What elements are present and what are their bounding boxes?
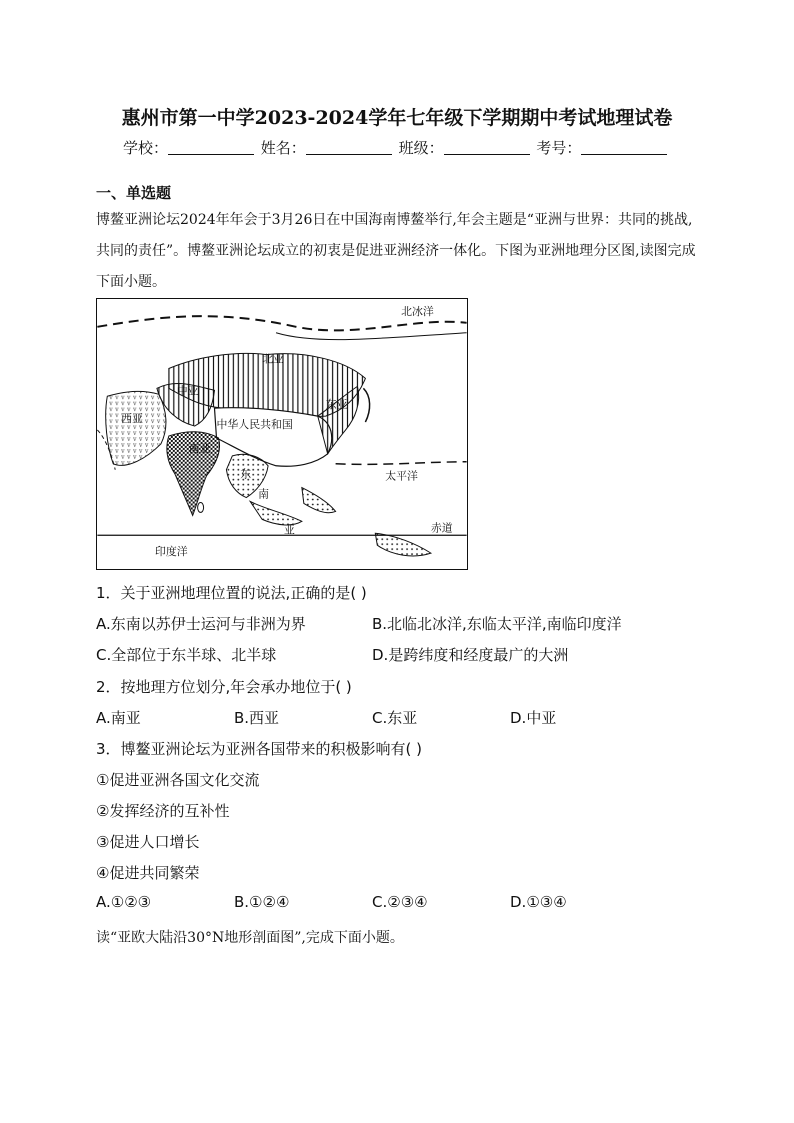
q3-option-c[interactable]: C.②③④: [372, 893, 428, 911]
q2-option-b[interactable]: B.西亚: [234, 709, 280, 727]
q1-option-a[interactable]: A.东南以苏伊士运河与非洲为界: [96, 615, 306, 633]
name-label: 姓名：: [260, 139, 306, 157]
q2-option-c[interactable]: C.东亚: [372, 709, 418, 727]
q2-option-d[interactable]: D.中亚: [510, 709, 557, 727]
class-label: 班级：: [398, 139, 444, 157]
next-section-instruction: 读“亚欧大陆沿30°N地形剖面图”,完成下面小题。: [96, 930, 404, 946]
class-blank[interactable]: [444, 140, 530, 155]
label-south-asia: 南亚: [188, 441, 211, 455]
new-guinea: [375, 533, 431, 556]
pacific-boundary: [336, 462, 467, 465]
southeast-asia-islands: [250, 502, 302, 525]
label-china: 中华人民共和国: [216, 418, 293, 432]
label-north-asia: 北亚: [262, 352, 284, 366]
q2-option-a[interactable]: A.南亚: [96, 709, 141, 727]
label-east-asia: 东亚: [325, 398, 348, 412]
q3-option-d[interactable]: D.①③④: [510, 893, 567, 911]
question-3-stem: 3．博鳌亚洲论坛为亚洲各国带来的积极影响有( ): [96, 740, 423, 758]
question-1-stem: 1．关于亚洲地理位置的说法,正确的是( ): [96, 584, 367, 602]
label-se-dong: 东: [240, 467, 252, 481]
q3-item-3: ③促进人口增长: [96, 833, 200, 851]
west-asia-region: [106, 392, 166, 466]
student-info-line: [123, 137, 669, 158]
section-heading: 一、单选题: [96, 184, 172, 202]
intro-paragraph: 博鳌亚洲论坛2024年年会于3月26日在中国海南博鳌举行,年会主题是“亚洲与世界：共同的挑战,共同的责任”。博鳌亚洲论坛成立的初衷是促进亚洲经济一体化。下图为亚洲地理分区图,读图完成下面小题。: [96, 212, 696, 290]
q1-option-c[interactable]: C.全部位于东半球、北半球: [96, 646, 277, 664]
question-2-stem: 2．按地理方位划分,年会承办地位于( ): [96, 678, 352, 696]
label-west-asia: 西亚: [121, 412, 144, 426]
label-central-asia: 中亚: [176, 384, 199, 398]
page-title: 惠州市第一中学2023-2024学年七年级下学期期中考试地理试卷: [121, 107, 673, 129]
q1-option-d[interactable]: D.是跨纬度和经度最广的大洲: [372, 646, 569, 664]
number-label: 考号：: [536, 139, 582, 157]
q3-option-a[interactable]: A.①②③: [96, 893, 152, 911]
asia-region-map: [96, 298, 468, 570]
q3-item-4: ④促进共同繁荣: [96, 864, 200, 882]
q3-option-b[interactable]: B.①②④: [234, 893, 290, 911]
label-arctic: 北冰洋: [401, 304, 434, 318]
arctic-boundary: [97, 316, 466, 330]
asia-map-svg: [97, 299, 467, 569]
q1-option-b[interactable]: B.北临北冰洋,东临太平洋,南临印度洋: [372, 615, 622, 633]
label-se-nan: 南: [258, 487, 270, 501]
school-blank[interactable]: [168, 140, 254, 155]
label-se-ya: 亚: [283, 523, 295, 537]
q3-item-1: ①促进亚洲各国文化交流: [96, 771, 260, 789]
label-pacific: 太平洋: [385, 469, 418, 483]
label-equator: 赤道: [430, 521, 453, 535]
name-blank[interactable]: [306, 140, 392, 155]
q3-item-2: ②发挥经济的互补性: [96, 802, 230, 820]
label-indian-ocean: 印度洋: [154, 545, 188, 559]
school-label: 学校：: [123, 139, 169, 157]
number-blank[interactable]: [581, 140, 667, 155]
